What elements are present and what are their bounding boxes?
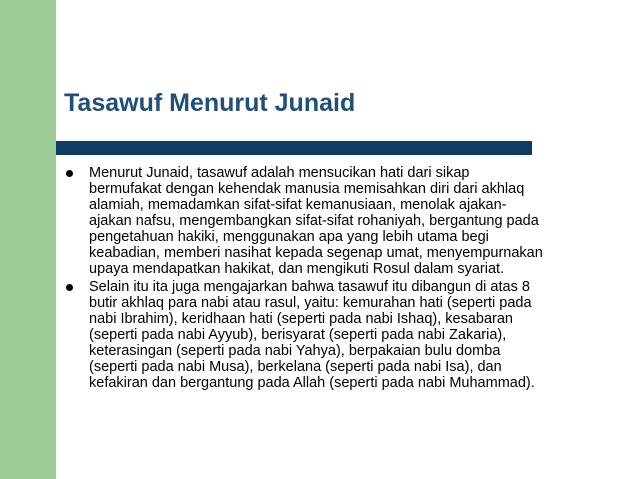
bullet-text-line: ajakan nafsu, mengembangkan sifat-sifat rohaniyah, bergantung pada xyxy=(89,213,539,229)
bullet-text-line: Selain itu ita juga mengajarkan bahwa tasawuf itu dibangun di atas 8 xyxy=(89,279,530,295)
title-underline-bar xyxy=(56,141,532,155)
bullet-text-line: nabi Ibrahim), keridhaan hati (seperti pada nabi Ishaq), kesabaran xyxy=(89,311,513,327)
bullet-list xyxy=(64,165,604,391)
bullet-item xyxy=(64,279,604,391)
bullet-text-line: kefakiran dan bergantung pada Allah (seperti pada nabi Muhammad). xyxy=(89,375,535,391)
bullet-dot-icon xyxy=(66,284,73,291)
bullet-dot-icon xyxy=(66,170,73,177)
bullet-text-line: upaya mendapatkan hakikat, dan mengikuti Rosul dalam syariat. xyxy=(89,261,505,277)
bullet-text-line: Menurut Junaid, tasawuf adalah mensucikan hati dari sikap xyxy=(89,165,470,181)
bullet-text-line: keterasingan (seperti pada nabi Yahya), berpakaian bulu domba xyxy=(89,343,501,359)
slide-title: Tasawuf Menurut Junaid xyxy=(64,89,356,117)
bullet-text-line: (seperti pada nabi Musa), berkelana (seperti pada nabi Isa), dan xyxy=(89,359,502,375)
bullet-text-line: pengetahuan hakiki, menggunakan apa yang lebih utama begi xyxy=(89,229,489,245)
bullet-text-line: bermufakat dengan kehendak manusia memisahkan diri dari akhlaq xyxy=(89,181,525,197)
bullet-text-line: butir akhlaq para nabi atau rasul, yaitu: kemurahan hati (seperti pada xyxy=(89,295,532,311)
bullet-text-line: keabadian, memberi nasihat kepada segenap umat, menyempurnakan xyxy=(89,245,543,261)
bullet-text-line: (seperti pada nabi Ayyub), berisyarat (seperti pada nabi Zakaria), xyxy=(89,327,507,343)
top-white-panel xyxy=(56,0,638,82)
bullet-text-line: alamiah, memadamkan sifat-sifat kemanusiaan, menolak ajakan- xyxy=(89,197,507,213)
bullet-item xyxy=(64,165,604,277)
